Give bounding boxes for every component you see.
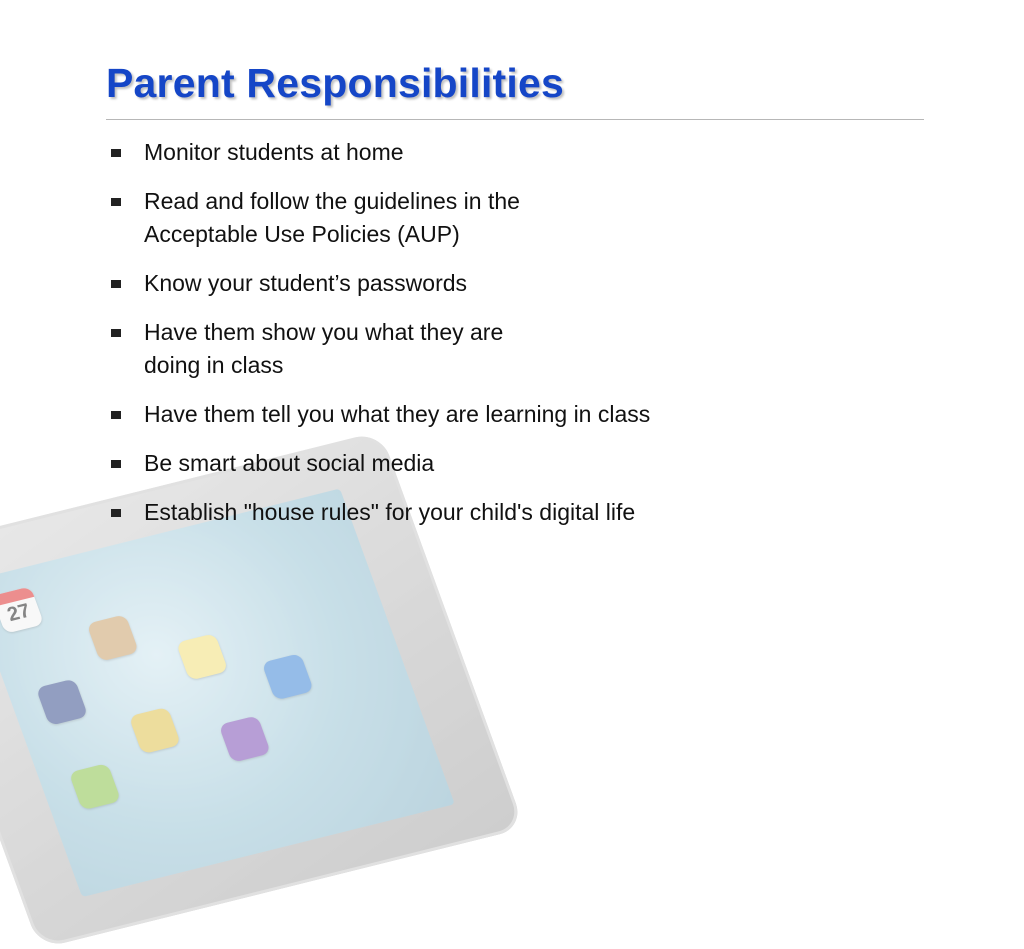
bullet-text: Know your student’s passwords (144, 270, 468, 296)
bullet-item (110, 496, 930, 529)
bullet-item (110, 185, 930, 251)
contacts-app-icon (86, 614, 139, 661)
square-bullet-icon (111, 149, 121, 157)
slide-title: Parent Responsibilities (106, 60, 565, 106)
title-divider (106, 119, 924, 120)
bullet-text: Have them tell you what they are learning in class (144, 401, 651, 427)
bullet-text: Monitor students at home (144, 139, 404, 165)
square-bullet-icon (111, 460, 121, 468)
game-center-app-icon (69, 763, 122, 810)
bullet-item (110, 398, 930, 431)
bullet-item (110, 447, 930, 480)
maps-app-icon (129, 707, 182, 754)
square-bullet-icon (111, 329, 121, 337)
square-bullet-icon (111, 509, 121, 517)
bullet-item (110, 136, 930, 169)
bullet-list (110, 136, 930, 545)
square-bullet-icon (111, 411, 121, 419)
calendar-app-icon: 27 (0, 586, 44, 633)
notes-app-icon (176, 633, 229, 680)
video-app-icon (36, 678, 89, 725)
square-bullet-icon (111, 280, 121, 288)
square-bullet-icon (111, 198, 121, 206)
bullet-item (110, 267, 930, 300)
bullet-text: Be smart about social media (144, 450, 435, 476)
bullet-text: Have them show you what they are doing in class (144, 319, 504, 378)
bullet-text: Read and follow the guidelines in the Acceptable Use Policies (AUP) (144, 188, 520, 247)
bullet-text: Establish "house rules" for your child's digital life (144, 499, 636, 525)
safari-app-icon (261, 653, 314, 700)
bullet-item (110, 316, 930, 382)
itunes-app-icon (218, 715, 271, 762)
